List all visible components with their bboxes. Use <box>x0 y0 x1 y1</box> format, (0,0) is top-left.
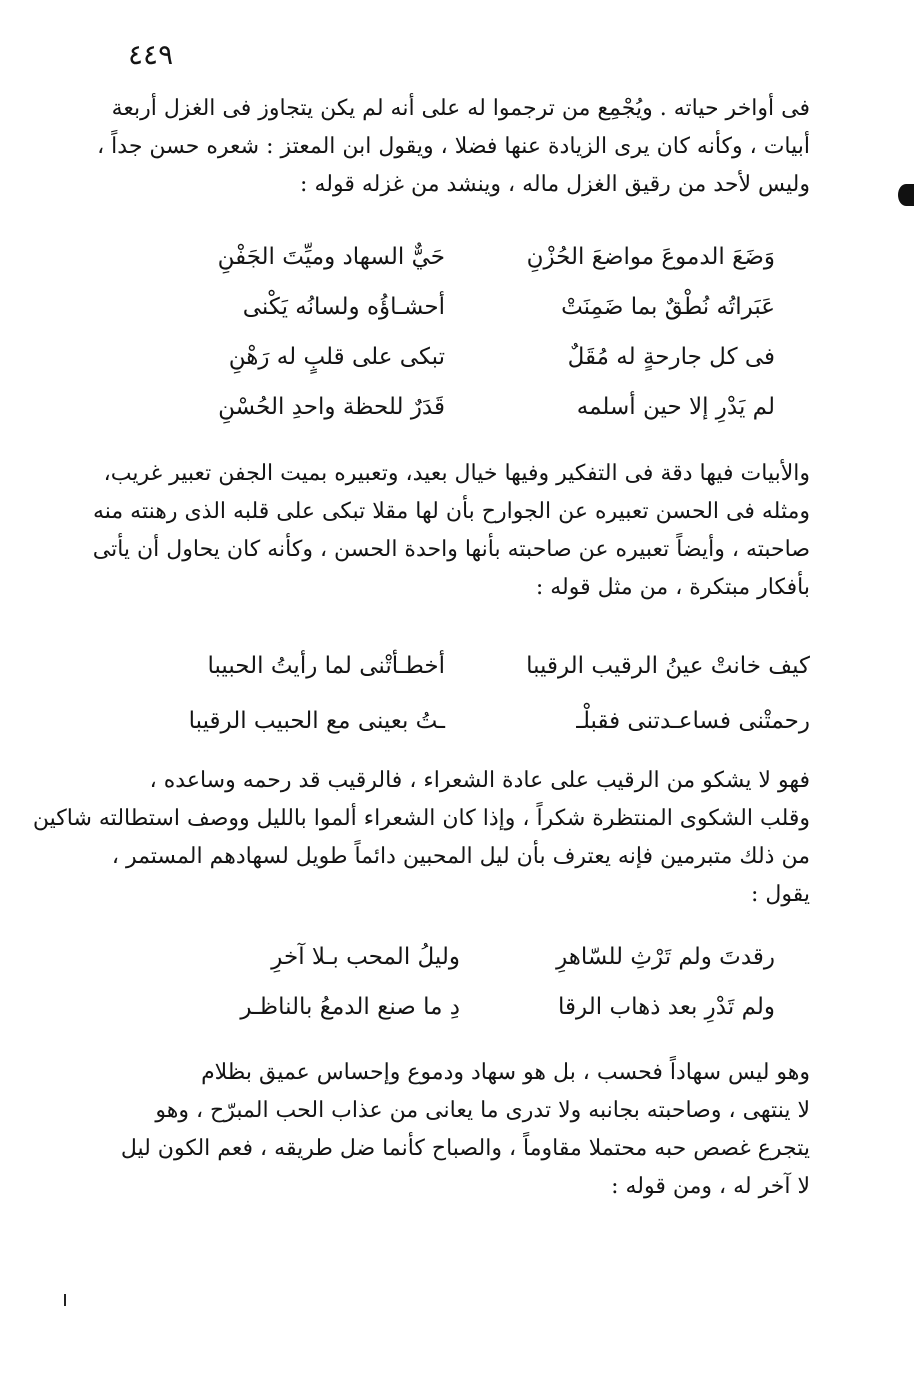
verse-first-hemistich: فى كل جارحةٍ له مُقَلٌ <box>567 344 775 370</box>
verse-second-hemistich: تبكى على قلبٍ له رَهْنِ <box>228 344 445 370</box>
poem-1 <box>165 232 775 432</box>
paragraph-3 <box>32 762 810 914</box>
verse-first-hemistich: رقدتَ ولم تَرْثِ للسّاهرِ <box>556 944 775 970</box>
verse-second-hemistich: قَدَرٌ للحظة واحدِ الحُسْنِ <box>218 394 445 420</box>
paragraph-1 <box>97 90 810 204</box>
text-line: أبيات ، وكأنه كان يرى الزيادة عنها فضلا ، ويقول ابن المعتز : شعره حسن جداً ، <box>97 134 810 159</box>
verse <box>165 332 775 382</box>
text-line: بأفكار مبتكرة ، من مثل قوله : <box>535 575 810 600</box>
text-line: يقول : <box>750 882 810 907</box>
verse-second-hemistich: وليلُ المحب بـلا آخرِ <box>271 944 460 970</box>
verse-second-hemistich: أحشـاؤُه ولسانُه يَكْنى <box>242 294 445 320</box>
page-number: ٤٤٩ <box>128 38 174 71</box>
verse-first-hemistich: رحمتْنى فساعـدتنى فقبلْـ <box>576 707 810 734</box>
verse <box>165 232 775 282</box>
paragraph-4 <box>120 1054 810 1206</box>
text-line: من ذلك متبرمين فإنه يعترف بأن ليل المحبين دائماً طويل لسهادهم المستمر ، <box>111 844 810 869</box>
text-line: وليس لأحد من رقيق الغزل ماله ، وينشد من غزله قوله : <box>300 172 810 197</box>
text-line: فى أواخر حياته . ويُجْمِع من ترجموا له على أنه لم يكن يتجاوز فى الغزل أربعة <box>111 96 810 121</box>
text-line: لا آخر له ، ومن قوله : <box>611 1174 810 1199</box>
verse-second-hemistich: ـتُ بعينى مع الحبيب الرقيبا <box>188 707 445 734</box>
paragraph-2 <box>92 455 810 607</box>
verse-second-hemistich: حَيٌّ السهاد وميِّتَ الجَفْنِ <box>217 244 445 270</box>
text-line: وقلب الشكوى المنتظرة شكراً ، وإذا كان الشعراء ألموا بالليل ووصف استطالته شاكين <box>32 806 810 831</box>
verse-first-hemistich: ولم تَدْرِ بعد ذهاب الرقا <box>558 994 775 1020</box>
text-line: والأبيات فيها دقة فى التفكير وفيها خيال بعيد، وتعبيره بميت الجفن تعبير غريب، <box>103 461 810 486</box>
verse-first-hemistich: عَبَراتُه نُطْقٌ بما ضَمِنَتْ <box>561 294 775 320</box>
verse <box>165 693 810 748</box>
text-line: يتجرع غصص حبه محتملا مقاوماً ، والصباح كأنما ضل طريقه ، فعم الكون ليل <box>120 1136 810 1161</box>
verse <box>165 638 810 693</box>
verse <box>170 932 775 982</box>
verse <box>170 982 775 1032</box>
scan-mark <box>64 1294 66 1306</box>
text-line: ومثله فى الحسن تعبيره عن الجوارح بأن لها مقلا تبكى على قلبه الذى رهنته منه <box>92 499 810 524</box>
poem-2 <box>165 638 810 748</box>
verse-first-hemistich: لم يَدْرِ إلا حين أسلمه <box>576 394 775 420</box>
text-line: وهو ليس سهاداً فحسب ، بل هو سهاد ودموع وإحساس عميق بظلام <box>201 1060 810 1085</box>
text-line: لا ينتهى ، وصاحبته بجانبه ولا تدرى ما يعانى من عذاب الحب المبرّح ، وهو <box>155 1098 810 1123</box>
text-line: صاحبته ، وأيضاً تعبيره عن صاحبته بأنها واحدة الحسن ، وكأنه كان يحاول أن يأتى <box>92 537 810 562</box>
verse-second-hemistich: أخطـأتْنى لما رأيتُ الحبيبا <box>207 652 445 679</box>
poem-3 <box>170 932 775 1032</box>
verse <box>165 282 775 332</box>
text-line: فهو لا يشكو من الرقيب على عادة الشعراء ، فالرقيب قد رحمه وساعده ، <box>149 768 810 793</box>
verse-second-hemistich: دِ ما صنع الدمعُ بالناظـر <box>240 994 460 1020</box>
verse-first-hemistich: وَضَعَ الدموعَ مواضعَ الحُزْنِ <box>526 244 775 270</box>
verse-first-hemistich: كيف خانتْ عينُ الرقيب الرقيبا <box>526 652 810 679</box>
verse <box>165 382 775 432</box>
margin-mark <box>898 184 914 206</box>
